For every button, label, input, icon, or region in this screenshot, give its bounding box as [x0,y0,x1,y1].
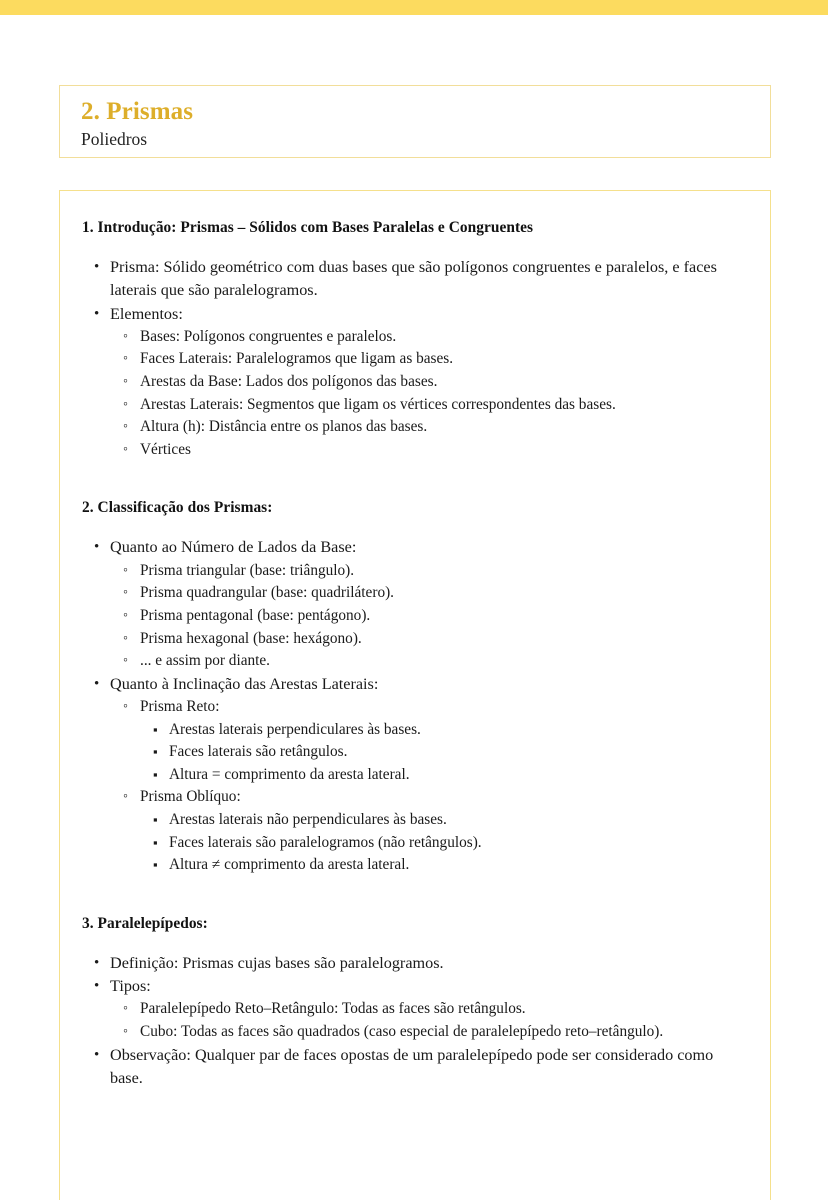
list-item [110,696,744,786]
list-item-text: • Definição: Prismas cujas bases são paralelogramos. [110,952,744,975]
list-item [110,628,744,651]
list-item-text: ◦ Vértices [140,439,744,462]
section-heading: 2. Classificação dos Prismas: [82,499,273,517]
list-item-text: • Quanto ao Número de Lados da Base: [110,536,744,559]
list-item-text: ◦ Arestas Laterais: Segmentos que ligam os vértices correspondentes das bases. [140,394,744,417]
bullet-list-level-2 [110,560,744,673]
list-item-text: • Tipos: [110,975,744,998]
title-card [59,85,771,158]
sections-container [82,218,744,1099]
list-item [110,605,744,628]
list-item-text: ◦ Cubo: Todas as faces são quadrados (caso especial de paralelepípedo reto–retângulo). [140,1021,744,1044]
list-item [110,560,744,583]
top-accent-bar [0,0,828,15]
list-item-text: ▪ Faces laterais são retângulos. [169,741,744,764]
list-item [110,650,744,673]
bullet-list-level-1 [82,536,744,876]
list-item [140,764,744,787]
list-item-text: ▪ Faces laterais são paralelogramos (não retângulos). [169,832,744,855]
list-item-text: ◦ Prisma triangular (base: triângulo). [140,560,744,583]
list-item [140,741,744,764]
content-card [59,190,771,1200]
list-item [82,673,744,877]
bullet-list-level-3 [140,719,744,787]
section-heading: 1. Introdução: Prismas – Sólidos com Bases Paralelas e Congruentes [82,219,534,236]
page-subtitle: Poliedros [81,129,148,149]
section-spacer [82,877,744,886]
bullet-list-level-2 [110,998,744,1043]
list-item-text: ◦ Altura (h): Distância entre os planos das bases. [140,416,744,439]
list-item [140,719,744,742]
list-item-text: • Elementos: [110,303,744,326]
list-item [110,582,744,605]
list-item-text: ◦ Prisma pentagonal (base: pentágono). [140,605,744,628]
bullet-list-level-2 [110,326,744,462]
list-item-text: ▪ Arestas laterais não perpendiculares às bases. [169,809,744,832]
list-item [110,786,744,876]
list-item-text: • Prisma: Sólido geométrico com duas bases que são polígonos congruentes e paralelos, e faces laterais que são paralelogramos. [110,256,744,303]
list-item [110,998,744,1021]
list-item-text: ▪ Altura = comprimento da aresta lateral. [169,764,744,787]
list-item [140,809,744,832]
list-item [82,303,744,462]
bullet-list-level-1 [82,952,744,1090]
list-item [110,326,744,349]
list-item-text: • Quanto à Inclinação das Arestas Laterais: [110,673,744,696]
document-page [0,15,828,1171]
list-item [110,416,744,439]
list-item-text: • Observação: Qualquer par de faces opostas de um paralelepípedo pode ser considerado como base. [110,1044,744,1091]
section-spacer [82,1090,744,1099]
list-item [82,952,744,975]
list-item [82,1044,744,1091]
list-item [110,1021,744,1044]
list-item-text: ◦ ... e assim por diante. [140,650,744,673]
list-item [82,975,744,1043]
bullet-list-level-1 [82,256,744,461]
list-item [82,256,744,303]
list-item [140,832,744,855]
bullet-list-level-3 [140,809,744,877]
list-item [140,854,744,877]
list-item [110,439,744,462]
page-title: 2. Prismas [81,98,194,125]
list-item-text: ◦ Bases: Polígonos congruentes e paralelos. [140,326,744,349]
list-item-text: ▪ Altura ≠ comprimento da aresta lateral. [169,854,744,877]
list-item [110,348,744,371]
bullet-list-level-2 [110,696,744,877]
section-spacer [82,461,744,470]
list-item-text: ◦ Prisma hexagonal (base: hexágono). [140,628,744,651]
list-item-text: ▪ Arestas laterais perpendiculares às bases. [169,719,744,742]
list-item-text: ◦ Arestas da Base: Lados dos polígonos das bases. [140,371,744,394]
list-item [110,394,744,417]
list-item-text: ◦ Faces Laterais: Paralelogramos que ligam as bases. [140,348,744,371]
list-item-text: ◦ Prisma quadrangular (base: quadrilátero). [140,582,744,605]
list-item-text: ◦ Prisma Oblíquo: [140,786,744,809]
list-item [110,371,744,394]
list-item-text: ◦ Paralelepípedo Reto–Retângulo: Todas as faces são retângulos. [140,998,744,1021]
list-item [82,536,744,672]
section-heading: 3. Paralelepípedos: [82,914,208,932]
list-item-text: ◦ Prisma Reto: [140,696,744,719]
